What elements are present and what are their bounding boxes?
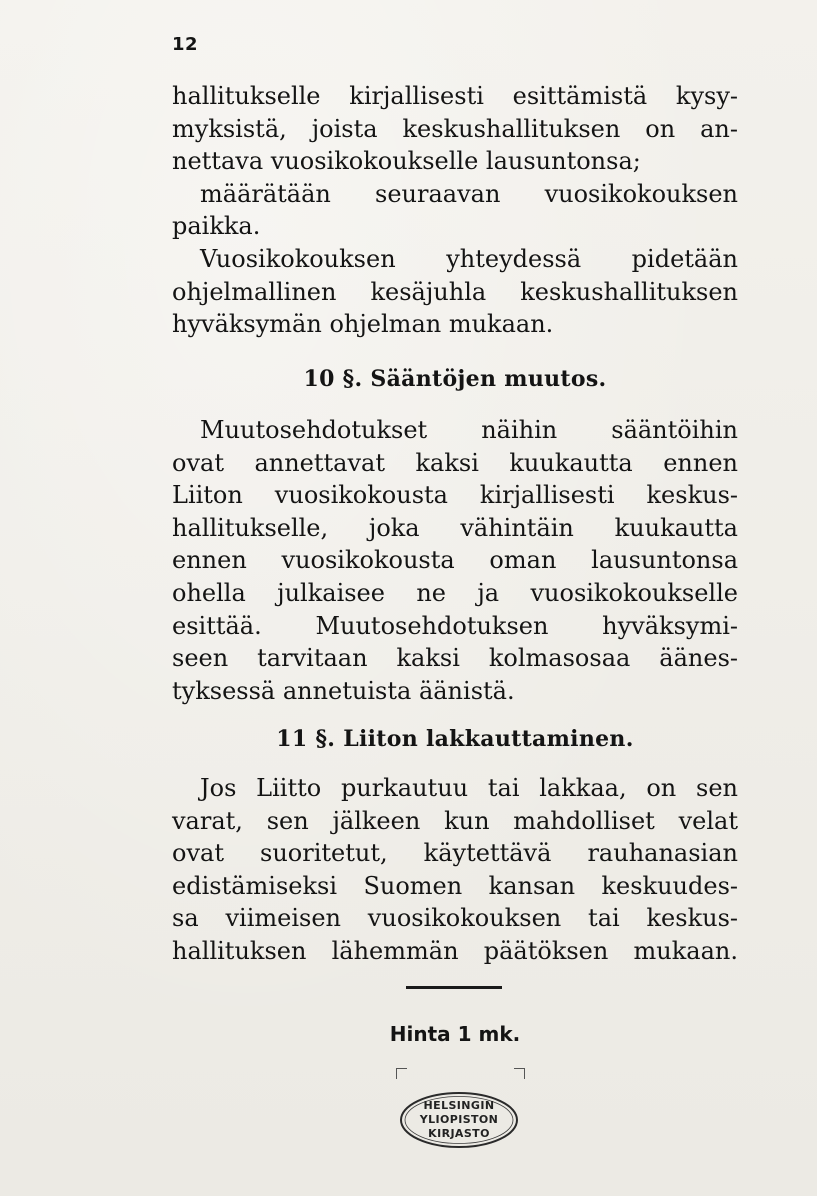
corner-mark-icon [514,1068,525,1079]
text-line: ohjelmallinen kesäjuhla keskushallituksen [172,277,738,306]
text-line: esittää. Muutosehdotuksen hyväksymi- [172,611,738,640]
library-stamp [398,1090,520,1150]
text-line: ohella julkaisee ne ja vuosikokoukselle [172,578,738,607]
text-line: hallitukselle kirjallisesti esittämistä kysy- [172,82,738,110]
text-line: ovat annettavat kaksi kuukautta ennen [172,448,738,477]
text-line: nettava vuosikokoukselle lausuntonsa; [172,147,641,176]
text-line: myksistä, joista keskushallituksen on an- [172,114,738,143]
page-number: 12 [172,34,199,55]
stamp-line: HELSINGIN [423,1099,495,1112]
text-line: Vuosikokouksen yhteydessä pidetään [200,244,738,273]
paragraph-intro [172,80,738,341]
text-line: Jos Liitto purkautuu tai lakkaa, on sen [200,774,738,802]
section-heading-10: 10 §. Sääntöjen muutos. [303,366,607,392]
section-heading-11: 11 §. Liiton lakkauttaminen. [276,726,634,752]
text-line: ovat suoritetut, käytettävä rauhanasian [172,839,738,868]
text-line: varat, sen jälkeen kun mahdolliset velat [172,806,738,835]
text-line: määrätään seuraavan vuosikokouksen [200,179,738,208]
stamp-line: KIRJASTO [428,1127,490,1140]
text-line: seen tarvitaan kaksi kolmasosaa äänes- [172,644,738,673]
text-line: hyväksymän ohjelman mukaan. [172,310,554,339]
closing-divider [406,986,502,989]
text-line: Muutosehdotukset näihin sääntöihin [200,416,738,444]
text-line: edistämiseksi Suomen kansan keskuudes- [172,871,738,900]
text-line: hallitukselle, joka vähintäin kuukautta [172,513,738,542]
corner-mark-icon [396,1068,407,1079]
text-line: paikka. [172,212,261,241]
paragraph-section-11 [172,772,738,968]
paragraph-section-10 [172,414,738,707]
price-label: Hinta 1 mk. [389,1022,521,1046]
text-line: ennen vuosikokousta oman lausuntonsa [172,546,738,575]
text-line: hallituksen lähemmän päätöksen mukaan. [172,936,738,965]
stamp-line: YLIOPISTON [419,1113,499,1126]
text-line: Liiton vuosikokousta kirjallisesti keskus- [172,481,738,510]
text-line: tyksessä annetuista äänistä. [172,676,515,705]
text-line: sa viimeisen vuosikokouksen tai keskus- [172,904,738,933]
